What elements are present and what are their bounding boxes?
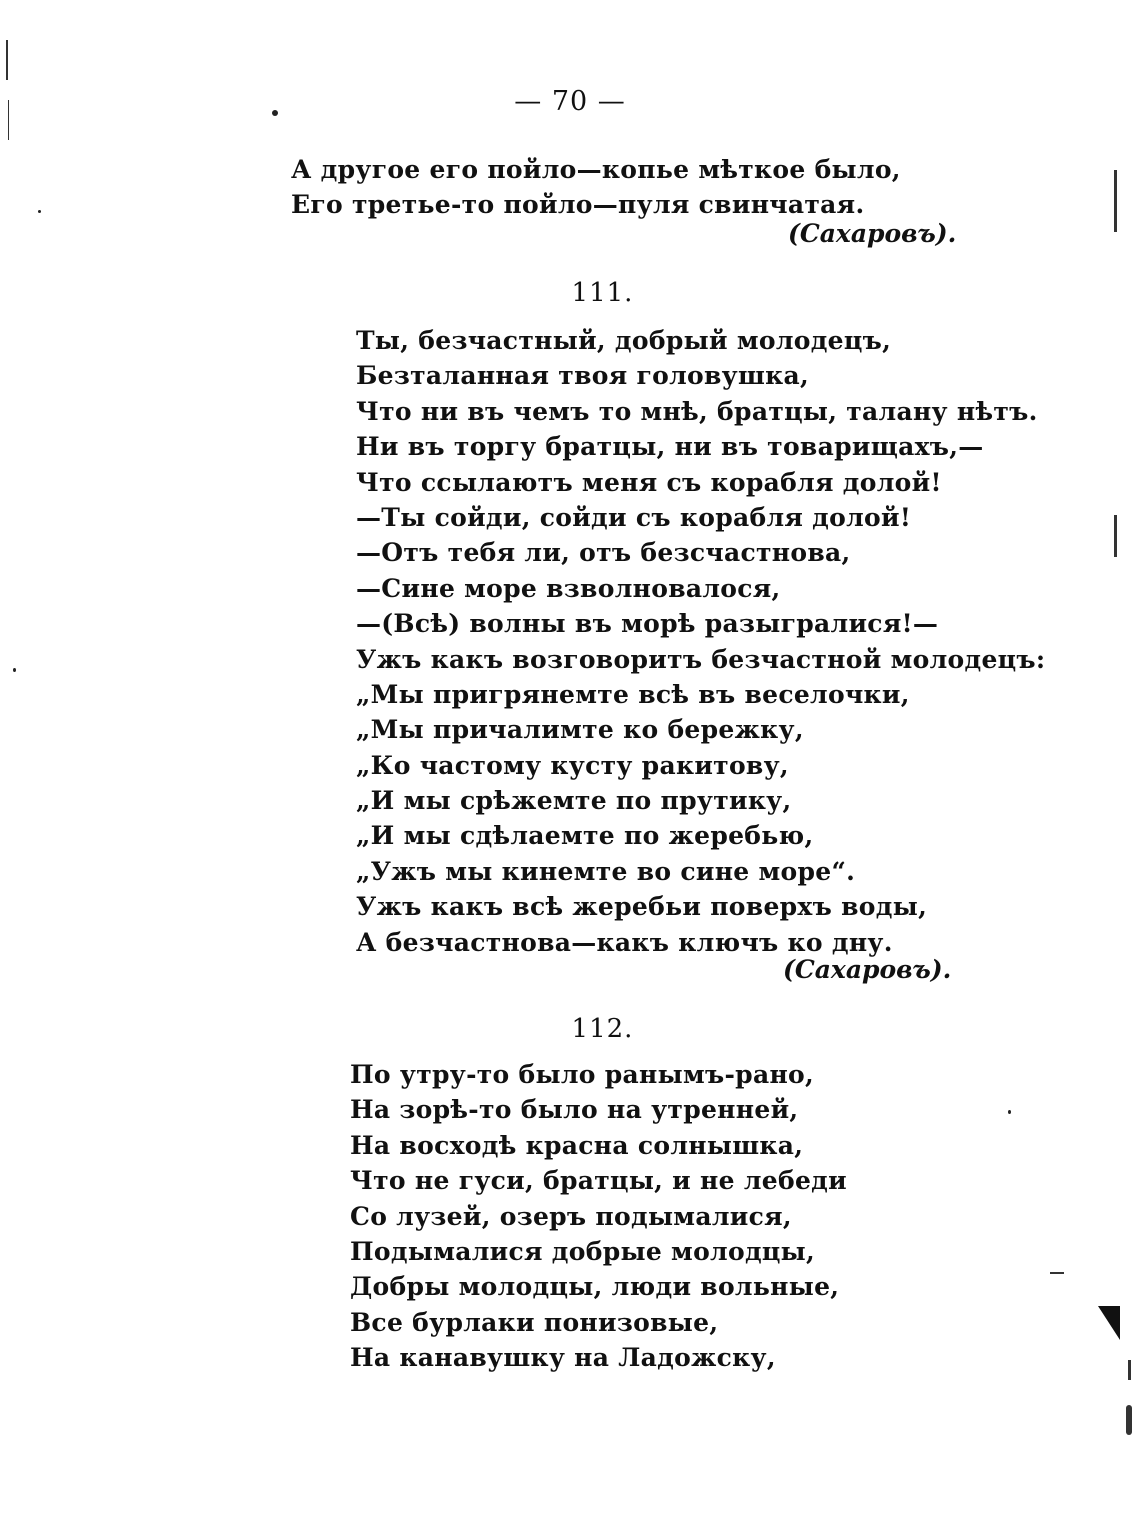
verse-line: „И мы сдѣлаемте по жеребью, (356, 821, 814, 851)
verse-line: Ужъ какъ возговоритъ безчастной молодецъ: (356, 644, 1046, 674)
verse-line: Что ни въ чемъ то мнѣ, братцы, талану нѣтъ. (356, 396, 1038, 426)
opening-attribution: (Сахаровъ). (788, 219, 957, 248)
page-number: — 70 — (514, 86, 626, 117)
verse-line: На канавушку на Ладожску, (350, 1343, 776, 1373)
verse-line: Добры молодцы, люди вольные, (350, 1272, 840, 1302)
scan-edge-mark (1114, 170, 1117, 232)
verse-line: Что не гуси, братцы, и не лебеди (350, 1166, 847, 1196)
scan-speck (1008, 1110, 1011, 1114)
scan-edge-mark (6, 40, 8, 80)
verse-line: Ты, безчастный, добрый молодецъ, (356, 326, 892, 355)
scan-corner-mark (1098, 1306, 1120, 1340)
poem-111-attribution: (Сахаровъ). (783, 955, 952, 984)
poem-111-verse (356, 323, 1045, 960)
scan-speck (38, 210, 41, 213)
scan-edge-mark (1128, 1360, 1131, 1380)
scan-edge-mark (1114, 515, 1117, 557)
verse-line: На восходѣ красна солнышка, (350, 1130, 804, 1160)
verse-line: „И мы срѣжемте по прутику, (356, 786, 792, 816)
verse-line: Его третье-то пойло—пуля свинчатая. (291, 190, 865, 220)
verse-line: А безчастнова—какъ ключъ ко дну. (356, 927, 893, 957)
verse-line: Подымалися добрые молодцы, (350, 1236, 816, 1266)
verse-line: —(Всѣ) волны въ морѣ разыгралися!— (356, 609, 939, 639)
opening-verse (291, 152, 901, 223)
verse-line: Со лузей, озеръ подымалися, (350, 1201, 792, 1231)
scan-speck (13, 668, 16, 672)
poem-number-112: 112. (571, 1014, 634, 1044)
verse-line: —Сине море взволновалося, (356, 573, 781, 603)
verse-line: —Ты сойди, сойди съ корабля долой! (356, 502, 912, 532)
scan-edge-mark (8, 100, 9, 140)
verse-line: Все бурлаки понизовые, (350, 1307, 719, 1337)
verse-line: Что ссылаютъ меня съ корабля долой! (356, 467, 942, 497)
verse-line: Ужъ какъ всѣ жеребьи поверхъ воды, (356, 892, 928, 922)
verse-line: А другое его пойло—копье мѣткое было, (291, 155, 901, 184)
verse-line: „Ко частому кусту ракитову, (356, 750, 789, 780)
verse-line: „Ужъ мы кинемте во сине море“. (356, 856, 856, 886)
scan-edge-mark (1126, 1405, 1132, 1435)
verse-line: „Мы пригрянемте всѣ въ веселочки, (356, 679, 910, 709)
verse-line: —Отъ тебя ли, отъ безсчастнова, (356, 538, 851, 568)
verse-line: Безталанная твоя головушка, (356, 361, 810, 391)
verse-line: „Мы причалимте ко бережку, (356, 715, 804, 745)
verse-line: На зорѣ-то было на утренней, (350, 1095, 799, 1125)
verse-line: По утру-то было ранымъ-рано, (350, 1060, 815, 1089)
scan-speck (272, 110, 278, 116)
poem-number-111: 111. (571, 278, 634, 308)
verse-line: Ни въ торгу братцы, ни въ товарищахъ,— (356, 432, 984, 462)
poem-112-verse (350, 1057, 847, 1376)
scan-edge-mark (1050, 1272, 1064, 1274)
